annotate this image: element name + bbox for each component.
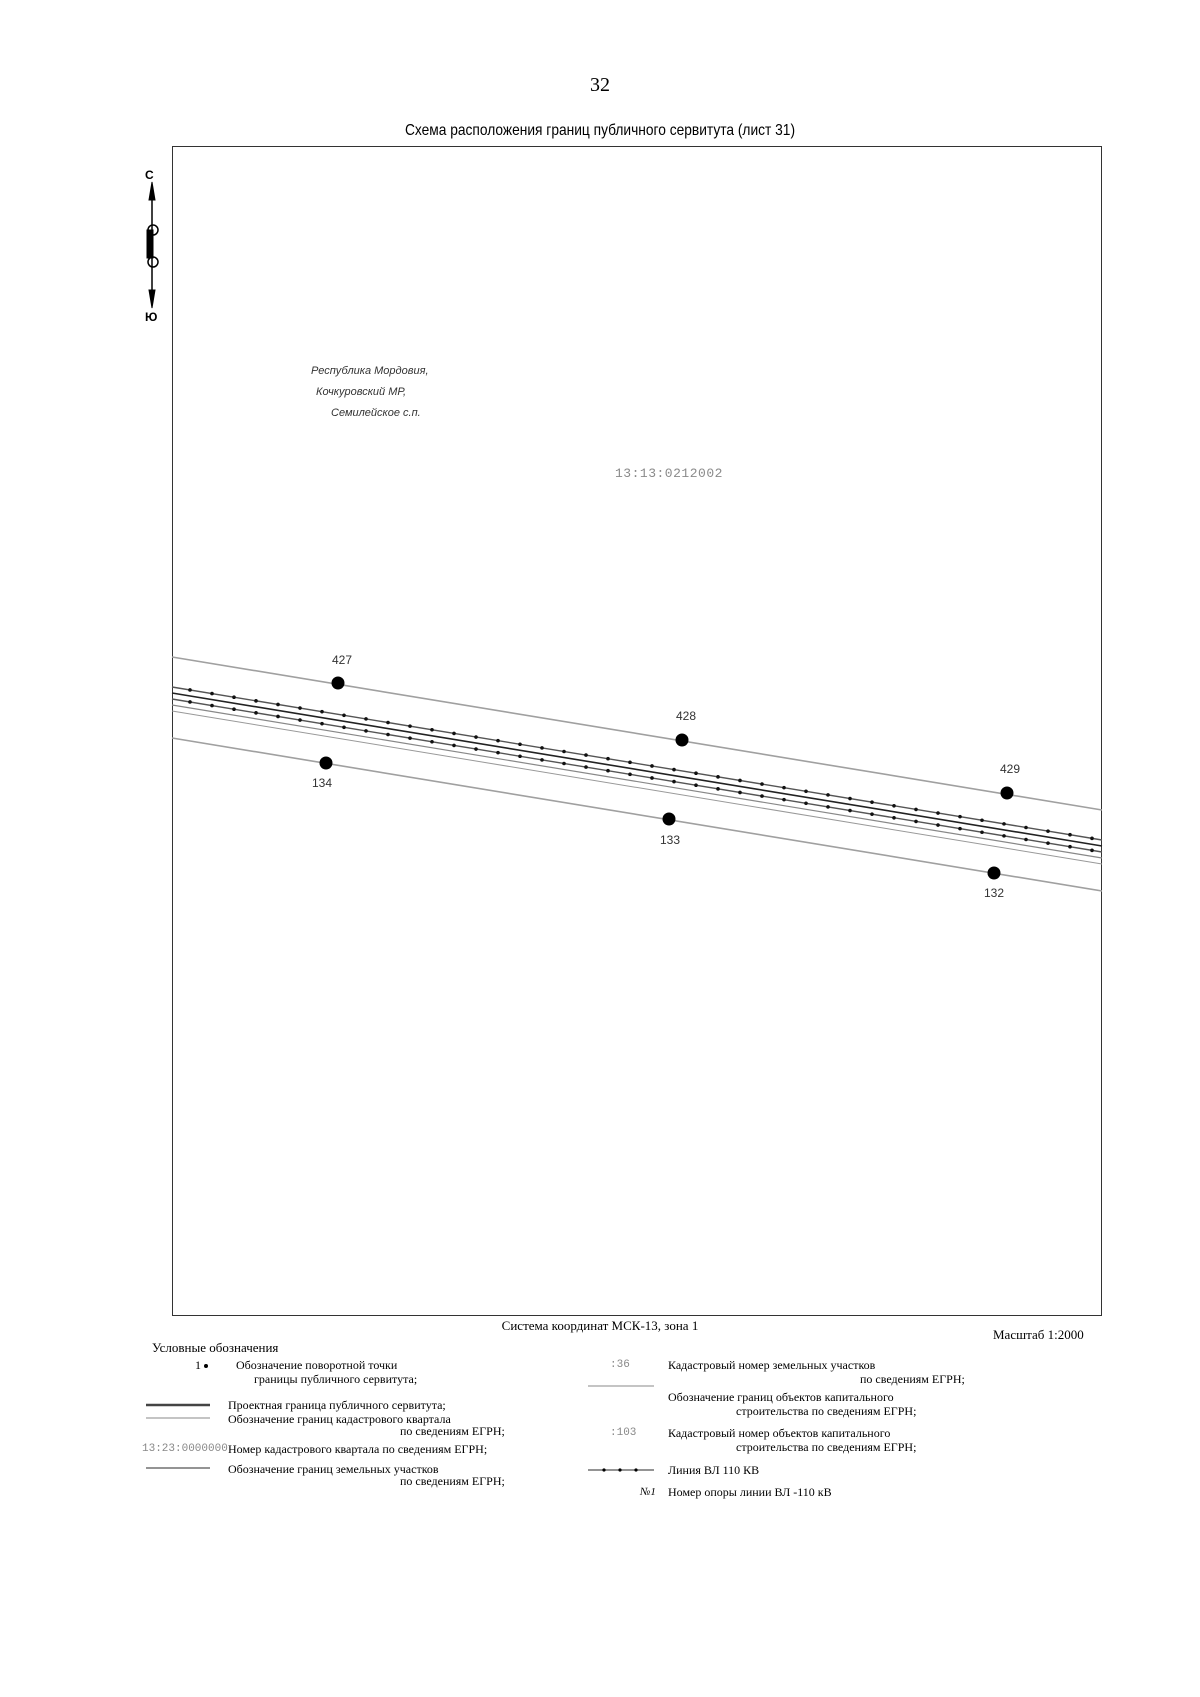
map-title: Схема расположения границ публичного сервитута (лист 31) <box>404 122 796 139</box>
power-line-tick <box>342 713 346 717</box>
power-line-tick <box>386 721 390 725</box>
power-line-tick <box>364 729 368 733</box>
power-line-tick <box>672 768 676 772</box>
power-line-tick <box>936 811 940 815</box>
power-line-tick <box>474 735 478 739</box>
power-line-tick <box>782 798 786 802</box>
power-line-tick <box>518 754 522 758</box>
legend-text: Номер кадастрового квартала по сведениям ЕГРН; <box>228 1442 488 1456</box>
power-line-tick <box>738 779 742 783</box>
power-line-tick <box>188 688 192 692</box>
power-line-tick <box>496 739 500 743</box>
point-label: 428 <box>675 709 697 723</box>
power-line-tick <box>738 791 742 795</box>
power-line-tick <box>276 715 280 719</box>
power-line-tick <box>760 794 764 798</box>
compass-south-label: Ю <box>145 310 158 324</box>
power-line-tick <box>892 804 896 808</box>
servitude-boundary-south <box>172 738 1102 891</box>
power-line-tick <box>628 761 632 765</box>
power-line-tick <box>716 787 720 791</box>
power-line-tick <box>804 802 808 806</box>
legend-symbol: :36 <box>610 1359 630 1371</box>
power-line-tick <box>496 751 500 755</box>
region-label: Республика Мордовия, <box>311 365 429 377</box>
power-line-tick <box>694 771 698 775</box>
legend-text: Кадастровый номер земельных участков <box>668 1358 876 1372</box>
power-line-tick <box>1002 822 1006 826</box>
legend-text: Проектная граница публичного сервитута; <box>228 1398 446 1412</box>
power-line-tick <box>320 722 324 726</box>
power-line-tick <box>870 800 874 804</box>
turning-point <box>988 867 1001 880</box>
legend-symbol: 1 <box>195 1358 201 1372</box>
power-line-tick <box>958 815 962 819</box>
power-line-tick <box>650 776 654 780</box>
legend-text-cont: по сведениям ЕГРН; <box>400 1474 505 1488</box>
power-line-tick <box>188 700 192 704</box>
power-line-tick <box>716 775 720 779</box>
compass-north-label: С <box>145 168 154 182</box>
power-line-tick <box>914 820 918 824</box>
turning-point <box>663 813 676 826</box>
power-line-tick <box>760 782 764 786</box>
turning-point <box>1001 787 1014 800</box>
power-line-tick <box>342 725 346 729</box>
power-line-tick <box>804 790 808 794</box>
legend-text-cont: строительства по сведениям ЕГРН; <box>736 1440 917 1454</box>
power-line-tick <box>782 786 786 790</box>
power-line-tick <box>452 744 456 748</box>
power-line-tick <box>298 706 302 710</box>
power-line-tick <box>914 808 918 812</box>
power-line-tick <box>848 797 852 801</box>
legend-text: Обозначение границ земельных участков <box>228 1462 439 1476</box>
power-line-tick <box>408 736 412 740</box>
settlement-label: Семилейское с.п. <box>331 407 421 419</box>
cadastral-quarter-label: 13:13:0212002 <box>615 466 723 481</box>
power-line-tick <box>1090 849 1094 853</box>
legend-text: Обозначение границ кадастрового квартала <box>228 1412 451 1426</box>
legend-text: Обозначение границ объектов капитального <box>668 1390 894 1404</box>
power-line-tick <box>232 695 236 699</box>
compass-arrow-icon <box>147 182 158 308</box>
power-line-tick <box>474 747 478 751</box>
power-line-tick <box>958 827 962 831</box>
power-line-tick <box>1046 829 1050 833</box>
power-line-tick <box>298 718 302 722</box>
power-line-tick <box>430 728 434 732</box>
map-scale: Масштаб 1:2000 <box>993 1327 1084 1342</box>
power-line-tick <box>452 732 456 736</box>
power-line-tick <box>276 703 280 707</box>
power-line-tick <box>254 699 258 703</box>
power-line-tick <box>1002 834 1006 838</box>
power-line-tick <box>562 750 566 754</box>
power-line-tick <box>562 762 566 766</box>
legend-symbol: 13:23:0000000 <box>142 1443 228 1455</box>
legend-text: Кадастровый номер объектов капитального <box>668 1426 891 1440</box>
point-label: 429 <box>999 762 1021 776</box>
power-line-tick <box>1046 841 1050 845</box>
legend-text-cont: строительства по сведениям ЕГРН; <box>736 1404 917 1418</box>
coordinate-system: Система координат МСК-13, зона 1 <box>501 1318 699 1333</box>
power-line-tick <box>540 758 544 762</box>
point-label: 134 <box>311 776 333 790</box>
servitude-boundaries <box>172 657 1102 891</box>
power-line-tick <box>210 704 214 708</box>
power-line-tick <box>650 764 654 768</box>
power-line-tick <box>232 707 236 711</box>
power-line-tick <box>540 746 544 750</box>
point-label: 427 <box>331 653 353 667</box>
district-label: Кочкуровский МР, <box>316 386 407 398</box>
power-line-tick <box>628 773 632 777</box>
point-label: 133 <box>659 833 681 847</box>
legend-text-cont: по сведениям ЕГРН; <box>400 1424 505 1438</box>
power-line-tick <box>584 753 588 757</box>
power-line-tick <box>386 733 390 737</box>
power-line-tick <box>826 805 830 809</box>
power-line-tick <box>980 830 984 834</box>
power-line-tick <box>1024 826 1028 830</box>
legend-text-cont: по сведениям ЕГРН; <box>860 1372 965 1386</box>
power-line-tick <box>672 780 676 784</box>
legend-text-cont: границы публичного сервитута; <box>254 1372 418 1386</box>
legend-text: Обозначение поворотной точки <box>236 1358 398 1372</box>
power-line-tick <box>210 692 214 696</box>
power-line-tick <box>936 823 940 827</box>
power-line-tick <box>430 740 434 744</box>
power-line-tick <box>584 765 588 769</box>
power-line-tick <box>408 724 412 728</box>
legend-symbol: :103 <box>610 1427 637 1439</box>
legend-symbol: №1 <box>640 1486 656 1498</box>
power-line-tick <box>870 812 874 816</box>
power-line-tick <box>606 757 610 761</box>
power-line-tick <box>694 783 698 787</box>
power-line-tick <box>826 793 830 797</box>
power-line-tick <box>254 711 258 715</box>
page-number: 32 <box>590 74 610 96</box>
power-line-tick <box>1090 837 1094 841</box>
power-line-tick <box>606 769 610 773</box>
turning-point <box>676 734 689 747</box>
turning-point <box>320 757 333 770</box>
legend-text: Линия ВЛ 110 КВ <box>668 1463 760 1477</box>
power-line-tick <box>848 809 852 813</box>
power-line-tick <box>518 742 522 746</box>
legend-text: Номер опоры линии ВЛ -110 кВ <box>668 1485 832 1499</box>
power-line-tick <box>320 710 324 714</box>
turning-point <box>332 677 345 690</box>
power-line-tick <box>364 717 368 721</box>
power-line-tick <box>1068 845 1072 849</box>
power-line-tick <box>1068 833 1072 837</box>
power-line-tick <box>892 816 896 820</box>
power-line-tick <box>1024 838 1028 842</box>
legend-title: Условные обозначения <box>152 1340 279 1355</box>
point-label: 132 <box>983 886 1005 900</box>
power-line-tick <box>980 818 984 822</box>
